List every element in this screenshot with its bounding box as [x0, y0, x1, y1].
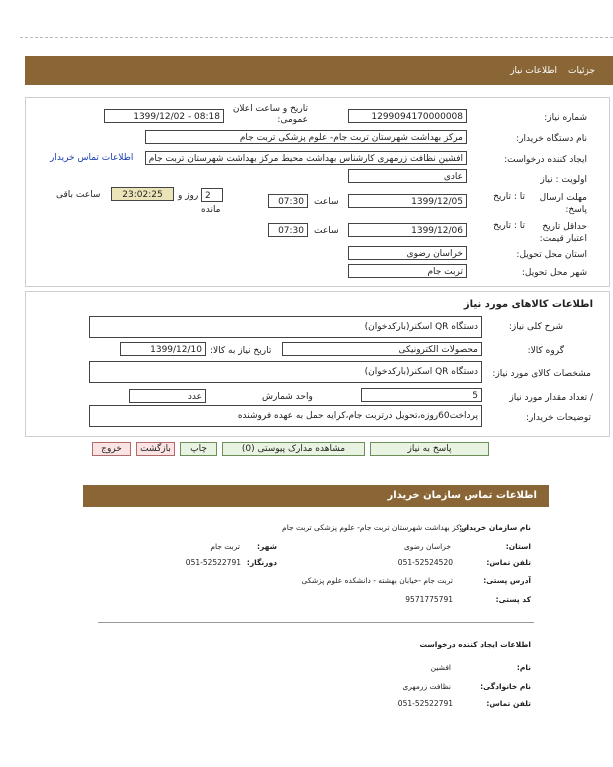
remaining-days-field: 2 — [201, 188, 223, 202]
print-button[interactable]: چاپ — [180, 442, 217, 456]
specs-field: دستگاه QR اسکنر(بارکدخوان) — [89, 361, 482, 383]
contact-postal: 9571775791 — [405, 595, 453, 604]
details-header — [25, 56, 613, 85]
back-button[interactable]: بازگشت — [136, 442, 175, 456]
qty-field: 5 — [361, 388, 482, 402]
reply-hour-label: ساعت — [314, 197, 339, 207]
contact-city: تربت جام — [210, 542, 240, 551]
city-label: شهر محل تحویل: — [521, 268, 587, 278]
contact-divider — [98, 622, 534, 623]
day-label: روز و — [178, 191, 199, 201]
validity-date-field: 1399/12/06 — [348, 223, 467, 237]
validity-hour-label: ساعت — [314, 226, 339, 236]
creator-family: نظافت زرمهری — [402, 682, 451, 691]
province-field: خراسان رضوی — [348, 246, 467, 260]
breadcrumb-need-info[interactable]: اطلاعات نیاز — [510, 66, 557, 76]
contact-org-label: نام سازمان خریدار: — [459, 523, 531, 532]
priority-label: اولویت : نیاز — [540, 175, 587, 185]
remaining-hours-label: ساعت باقی — [56, 190, 101, 200]
contact-province: خراسان رضوی — [403, 542, 451, 551]
contact-phone-label: تلفن تماس: — [486, 558, 531, 567]
creator-phone: 051-52522791 — [397, 699, 453, 708]
creator-name: افشین — [430, 663, 451, 672]
creator-family-label: نام خانوادگی: — [480, 682, 531, 691]
top-divider — [20, 37, 613, 38]
validity-until-date-label: تا : تاریخ — [493, 221, 525, 231]
contact-phone: 051-52524520 — [397, 558, 453, 567]
creator-phone-label: تلفن تماس: — [486, 699, 531, 708]
need-date-field: 1399/12/10 — [120, 342, 206, 356]
attachments-button[interactable]: مشاهده مدارک پیوستی (0) — [222, 442, 365, 456]
until-date-label: تا : تاریخ — [493, 192, 525, 202]
goods-title: اطلاعات کالاهای مورد نیاز — [463, 299, 593, 310]
buyer-notes-label: توضیحات خریدار: — [525, 413, 591, 423]
requester-field: افشین نظافت زرمهری کارشناس بهداشت محیط مرکز بهداشت شهرستان تربت جام — [145, 151, 467, 165]
need-number-field: 1299094170000008 — [348, 109, 467, 123]
buyer-contact-link[interactable]: اطلاعات تماس خریدار — [50, 153, 134, 163]
summary-field: دستگاه QR اسکنر(بارکدخوان) — [89, 316, 482, 338]
contact-postal-label: کد پستی: — [495, 595, 531, 604]
specs-label: مشخصات کالای مورد نیاز: — [492, 369, 591, 379]
priority-field: عادی — [348, 169, 467, 183]
need-number-label: شماره نیاز: — [544, 113, 587, 123]
contact-city-label: شهر: — [257, 542, 277, 551]
contact-title: اطلاعات تماس سازمان خریدار — [387, 490, 537, 501]
remaining-label: مانده — [201, 205, 221, 215]
unit-field: عدد — [129, 389, 206, 403]
buyer-org-label: نام دستگاه خریدار: — [516, 134, 587, 144]
summary-label: شرح کلی نیاز: — [508, 322, 563, 332]
qty-label: / تعداد مقدار مورد نیاز — [509, 393, 593, 403]
creator-title: اطلاعات ایجاد کننده درخواست — [419, 640, 531, 649]
buyer-org-field: مرکز بهداشت شهرستان تربت جام- علوم پزشکی تربت جام — [145, 130, 467, 144]
contact-address-label: آدرس پستی: — [483, 576, 531, 585]
group-label: گروه کالا: — [527, 346, 564, 356]
remaining-time-field: 23:02:25 — [111, 187, 174, 201]
need-date-label: تاریخ نیاز به کالا: — [210, 346, 272, 356]
creator-name-label: نام: — [516, 663, 531, 672]
reply-button[interactable]: پاسخ به نیاز — [370, 442, 489, 456]
group-field: محصولات الکترونیکی — [282, 342, 482, 356]
contact-fax: 051-52522791 — [185, 558, 241, 567]
unit-label: واحد شمارش — [262, 392, 313, 402]
contact-org: مرکز بهداشت شهرستان تربت جام- علوم پزشکی تربت جام — [282, 523, 468, 532]
breadcrumb-details[interactable]: جزئیات — [568, 66, 595, 76]
contact-header — [83, 485, 549, 507]
city-field: تربت جام — [348, 264, 467, 278]
province-label: استان محل تحویل: — [516, 250, 587, 260]
contact-province-label: استان: — [505, 542, 531, 551]
exit-button[interactable]: خروج — [92, 442, 131, 456]
reply-date-field: 1399/12/05 — [348, 194, 467, 208]
buyer-notes-field: پرداخت60روزه،تحویل درتربت جام،کرایه حمل به عهده فروشنده — [89, 405, 482, 427]
requester-label: ایجاد کننده درخواست: — [504, 155, 587, 165]
validity-time-field: 07:30 — [268, 223, 308, 237]
reply-time-field: 07:30 — [268, 194, 308, 208]
contact-fax-label: دورنگار: — [246, 558, 277, 567]
validity-label: حداقل تاریخ اعتبار قیمت: — [539, 222, 587, 244]
contact-address: تربت جام -خیابان بهشته - دانشکده علوم پزشکی — [301, 576, 453, 585]
reply-deadline-label: مهلت ارسال پاسخ: — [539, 193, 587, 215]
announce-label: تاریخ و ساعت اعلان عمومی: — [232, 104, 308, 125]
announce-field: 1399/12/02 - 08:18 — [104, 109, 224, 123]
